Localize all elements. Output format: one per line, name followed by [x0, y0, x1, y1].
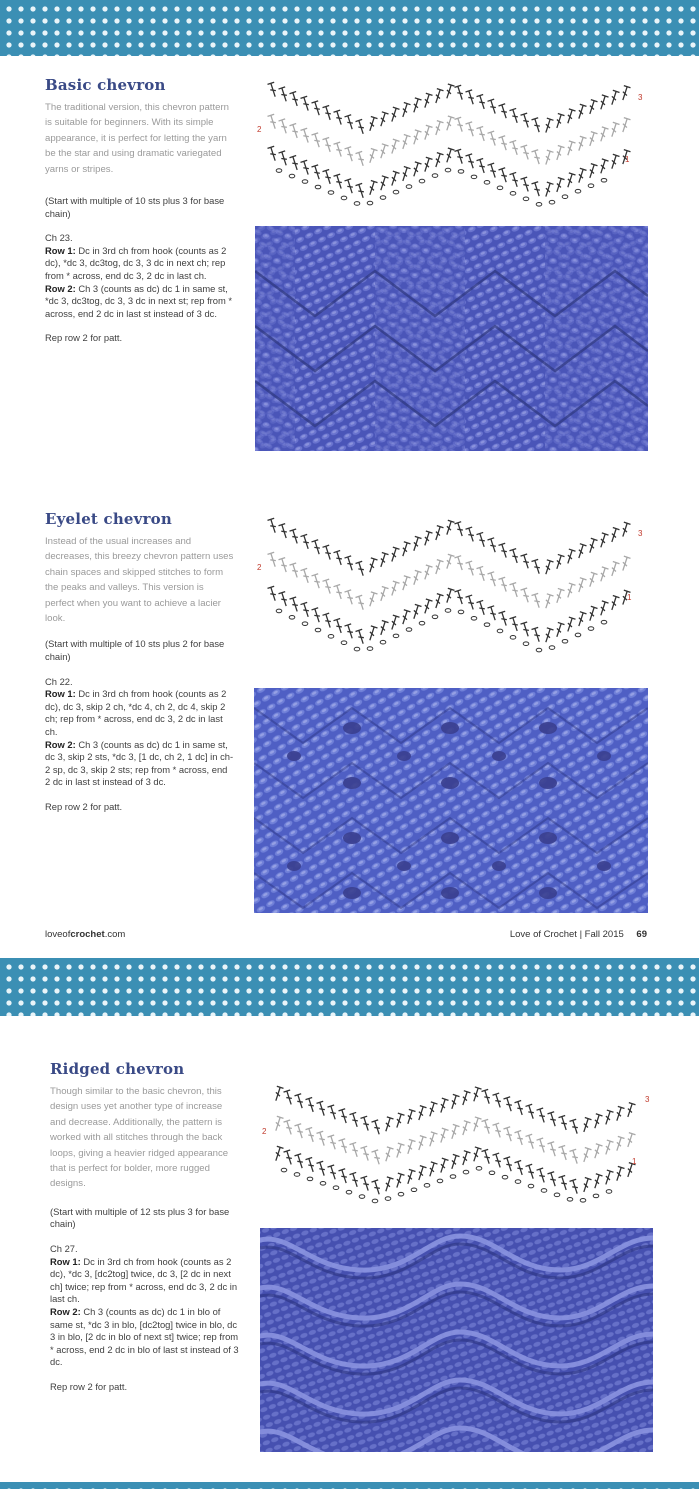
eyelet-chevron-swatch-photo: [254, 688, 648, 913]
section-description: Instead of the usual increases and decreases, this breezy chevron pattern uses chain spaces and skipped stitches to form the peaks and valleys. This version is perfect when you want to achieve a lacier look.: [45, 536, 234, 625]
row-2-instruction: Row 2: Ch 3 (counts as dc) dc 1 in same st, dc 3, skip 2 sts, *dc 3, [1 dc, ch 2, 1 dc] in ch-2 sp, dc 3, skip 2 sts; rep from * across, end 2 dc in last st instead of 3 dc.: [45, 738, 234, 788]
repeat-note: Rep row 2 for patt.: [45, 800, 123, 812]
row-number-3: 3: [645, 1095, 650, 1104]
ridged-chevron-swatch-photo: [260, 1228, 653, 1452]
basic-chevron-swatch-photo: [255, 226, 648, 451]
pattern-instructions: [50, 1206, 240, 1394]
ridged-chevron-text: [50, 1060, 240, 1394]
top-dotted-band: [0, 0, 699, 56]
row-1-instruction: Row 1: Dc in 3rd ch from hook (counts as 2 dc), *dc 3, [dc2tog] twice, dc 3, [2 dc in next ch] twice; rep from * across, end dc 3, 2 dc in last ch.: [50, 1255, 238, 1305]
row-2-instruction: Row 2: Ch 3 (counts as dc) dc 1 in same st, *dc 3, dc3tog, dc 3, 3 dc in next st; rep from * across, end 2 dc in last st instead of 3 dc.: [45, 282, 233, 319]
repeat-note: Rep row 2 for patt.: [45, 332, 123, 344]
pattern-instructions: [45, 638, 235, 813]
row-1-instruction: Row 1: Dc in 3rd ch from hook (counts as 2 dc), dc 3, skip 2 ch, *dc 4, ch 2, dc 4, skip 2 ch; rep from * across, end dc 3, 2 dc in last ch.: [45, 688, 227, 737]
eyelet-chevron-text: [45, 510, 235, 814]
pattern-instructions: [45, 195, 235, 345]
repeat-note: Rep row 2 for patt.: [50, 1380, 128, 1392]
page-number: 69: [636, 929, 647, 940]
row-number-2: 2: [257, 125, 262, 134]
section-title: Ridged chevron: [50, 1060, 185, 1078]
section-title: Basic chevron: [45, 76, 166, 94]
chain-count: Ch 22.: [45, 675, 73, 687]
row-2-instruction: Row 2: Ch 3 (counts as dc) dc 1 in blo of same st, *dc 3 in blo, [dc2tog] twice in blo, dc 3 in blo, [2 dc in blo of next st] twice; rep from * across, end 2 dc in blo of last st instead of 3 dc.: [50, 1306, 239, 1368]
chain-count: Ch 23.: [45, 232, 73, 244]
row-number-1: 1: [632, 1157, 637, 1166]
stitch-chart-diagram: [268, 82, 631, 206]
row-number-1: 1: [627, 593, 632, 602]
row-number-3: 3: [638, 529, 643, 538]
issue-label: | Fall 2015: [579, 929, 624, 940]
footer-issue: [510, 929, 647, 940]
row-number-1: 1: [625, 155, 630, 164]
start-note: (Start with multiple of 12 sts plus 3 for base chain): [50, 1205, 230, 1230]
row-number-2: 2: [262, 1127, 267, 1136]
basic-chevron-stitch-chart: [255, 74, 645, 214]
row-number-3: 3: [638, 93, 643, 102]
basic-chevron-text: [45, 76, 235, 345]
start-note: (Start with multiple of 10 sts plus 2 for base chain): [45, 638, 225, 663]
section-description: Though similar to the basic chevron, this design uses yet another type of increase and decrease. Additionally, the pattern is worked with all stitches through the back loops, giving a heavier ridged appearance that is perfect for bolder, more rugged designs.: [50, 1086, 229, 1190]
section-description: The traditional version, this chevron pattern is suitable for beginners. With its simple appearance, it is perfect for letting the yarn be the star and using dramatic variegated yarns or stripes.: [45, 102, 229, 175]
row-1-instruction: Row 1: Dc in 3rd ch from hook (counts as 2 dc), *dc 3, dc3tog, dc 3, 3 dc in next ch; rep from * across, end dc 3, 2 dc in last ch.: [45, 244, 227, 281]
stitch-chart-diagram: [268, 518, 631, 652]
footer-site: loveofcrochet.com: [45, 929, 126, 940]
start-note: (Start with multiple of 10 sts plus 3 for base chain): [45, 195, 225, 219]
ridged-chevron-stitch-chart: [260, 1080, 652, 1210]
chain-count: Ch 27.: [50, 1243, 78, 1255]
stitch-chart-diagram: [273, 1086, 636, 1203]
row-number-2: 2: [257, 563, 262, 572]
middle-dotted-band: [0, 958, 699, 1016]
section-title: Eyelet chevron: [45, 510, 172, 528]
eyelet-chevron-stitch-chart: [255, 508, 645, 668]
magazine-name: Love of Crochet: [509, 929, 577, 940]
bottom-dotted-band: [0, 1482, 699, 1489]
